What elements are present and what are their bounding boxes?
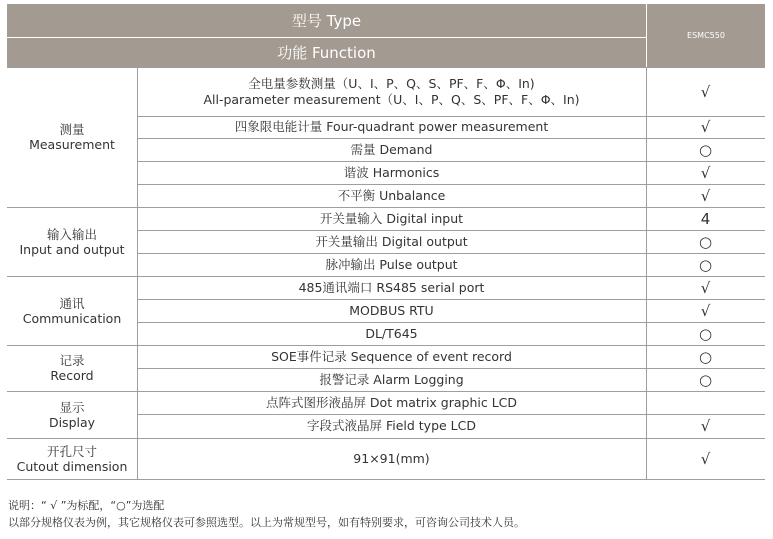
- group-name-cn: 通讯: [59, 295, 85, 311]
- function-header: [7, 37, 646, 67]
- row-divider: [7, 276, 765, 277]
- row-divider: [7, 207, 765, 208]
- row-divider: [137, 253, 765, 254]
- row-divider: [7, 391, 765, 392]
- availability-mark: 4: [700, 209, 711, 228]
- row-divider: [7, 67, 765, 68]
- feature-label: 485通讯端口 RS485 serial port: [298, 279, 485, 295]
- group-name-cn: 输入输出: [46, 226, 97, 242]
- group-name-en: Input and output: [19, 241, 125, 257]
- group-name-en: Measurement: [29, 137, 115, 152]
- availability-mark: √: [700, 278, 711, 297]
- feature-cell: [137, 299, 646, 322]
- feature-label: 字段式液晶屏 Field type LCD: [306, 418, 476, 433]
- group-name-en: Display: [48, 414, 96, 430]
- selection-note: 以部分规格仪表为例，其它规格仪表可参照选型。以上为常规型号，如有特别要求，可咨询公司技术人员。: [8, 516, 525, 529]
- row-divider: [137, 116, 765, 117]
- availability-mark: √: [700, 118, 711, 136]
- availability-mark: ○: [698, 255, 713, 274]
- row-divider: [137, 230, 765, 231]
- feature-cell: [137, 138, 646, 161]
- availability-mark: [646, 391, 765, 414]
- column-divider: [646, 67, 647, 479]
- row-divider: [7, 345, 765, 346]
- group-name-cn: 测量: [59, 122, 85, 137]
- feature-label: 脉冲输出 Pulse output: [325, 256, 458, 272]
- feature-cell: [137, 438, 646, 479]
- feature-cell: [137, 322, 646, 345]
- feature-cell: [137, 391, 646, 414]
- row-divider: [7, 438, 765, 439]
- legend-note: 说明：“ √ ”为标配，“○”为选配: [8, 499, 165, 512]
- group-cell: [7, 345, 137, 391]
- row-divider: [137, 414, 765, 415]
- feature-label: 91×91(mm): [353, 450, 430, 466]
- group-name-cn: 开孔尺寸: [46, 443, 97, 459]
- availability-mark: ○: [698, 140, 713, 159]
- group-cell: [7, 207, 137, 276]
- group-cell: [7, 67, 137, 207]
- column-divider: [137, 67, 138, 479]
- feature-label: 报警记录 Alarm Logging: [319, 371, 464, 387]
- function-header-label: 功能 Function: [277, 44, 376, 62]
- feature-cell: [137, 345, 646, 368]
- feature-cell: [137, 184, 646, 207]
- feature-label: SOE事件记录 Sequence of event record: [271, 348, 512, 364]
- feature-label-en: All-parameter measurement（U、I、P、Q、S、PF、F、Φ、In): [203, 91, 580, 107]
- availability-mark: √: [700, 163, 711, 182]
- feature-label: 开关量输出 Digital output: [315, 233, 468, 249]
- feature-cell: [137, 414, 646, 438]
- group-cell: [7, 391, 137, 438]
- availability-mark: √: [700, 417, 711, 435]
- row-divider: [7, 479, 765, 480]
- feature-label: 不平衡 Unbalance: [337, 187, 446, 203]
- feature-label: 开关量输入 Digital input: [319, 210, 464, 226]
- availability-mark: √: [700, 82, 711, 101]
- availability-mark: ○: [698, 324, 713, 343]
- feature-cell: [137, 67, 646, 116]
- feature-cell: [137, 161, 646, 184]
- availability-mark: √: [700, 186, 711, 205]
- feature-label: 全电量参数测量（U、I、P、Q、S、PF、F、Φ、In): [248, 75, 535, 91]
- row-divider: [137, 161, 765, 162]
- availability-mark: ○: [698, 370, 713, 389]
- feature-label: 需量 Demand: [350, 141, 433, 157]
- row-divider: [137, 322, 765, 323]
- availability-mark: ○: [698, 232, 713, 251]
- row-divider: [137, 368, 765, 369]
- feature-cell: [137, 276, 646, 299]
- model-value-label: ESMC550: [687, 31, 725, 40]
- availability-mark: √: [700, 301, 711, 320]
- group-name-en: Record: [50, 368, 94, 383]
- group-name-en: Cutout dimension: [16, 458, 128, 474]
- row-divider: [137, 138, 765, 139]
- availability-mark: ○: [698, 347, 713, 366]
- group-name-en: Communication: [22, 310, 122, 326]
- group-name-cn: 记录: [59, 353, 85, 368]
- group-cell: [7, 276, 137, 345]
- group-cell: [7, 438, 137, 479]
- group-name-cn: 显示: [59, 399, 85, 415]
- row-divider: [137, 184, 765, 185]
- model-header-label: 型号 Type: [291, 12, 362, 30]
- feature-label: 谐波 Harmonics: [343, 164, 440, 180]
- feature-cell: [137, 207, 646, 230]
- feature-cell: [137, 230, 646, 253]
- feature-label: MODBUS RTU: [349, 302, 434, 318]
- feature-label: 点阵式图形液晶屏 Dot matrix graphic LCD: [265, 394, 518, 410]
- feature-cell: [137, 253, 646, 276]
- feature-cell: [137, 116, 646, 138]
- feature-label: DL/T645: [365, 325, 418, 341]
- availability-mark: √: [700, 449, 711, 468]
- feature-cell: [137, 368, 646, 391]
- row-divider: [137, 299, 765, 300]
- feature-label: 四象限电能计量 Four-quadrant power measurement: [234, 119, 549, 134]
- model-value-header: [646, 4, 765, 67]
- model-header: [7, 4, 646, 37]
